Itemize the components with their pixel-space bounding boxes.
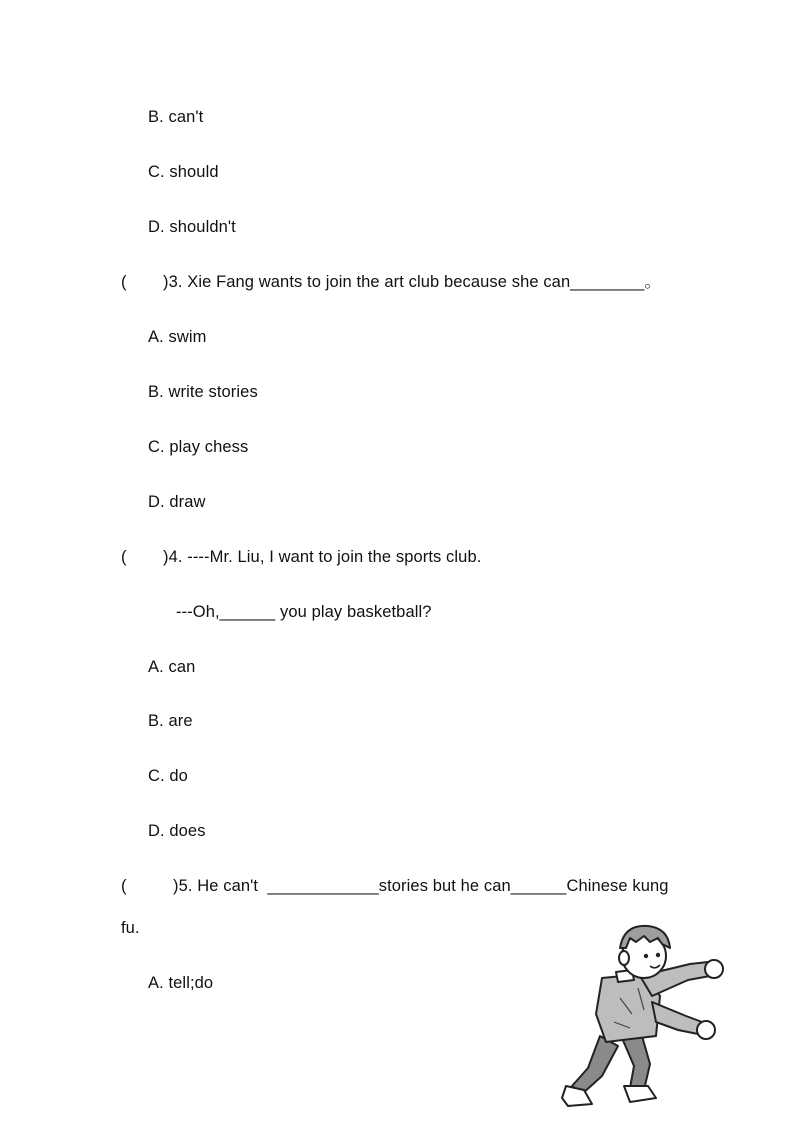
q2-option-c: C. should — [148, 163, 219, 181]
ear — [619, 951, 629, 965]
q3-answer-paren: ( — [121, 273, 127, 291]
q4-stem — [121, 547, 481, 567]
q2-option-d: D. shouldn't — [148, 218, 236, 236]
q5-option-a: A. tell;do — [148, 974, 214, 992]
lower-arm — [652, 1002, 702, 1034]
q3-option-c: C. play chess — [148, 438, 249, 456]
q2-option-b: B. can't — [148, 108, 204, 126]
q3-option-b: B. write stories — [148, 383, 258, 401]
q4-option-c: C. do — [148, 767, 188, 785]
q3-text: )3. Xie Fang wants to join the art club because she can________。 — [163, 273, 662, 291]
q3-stem — [121, 272, 661, 292]
q4-answer-paren: ( — [121, 548, 127, 566]
eye-left — [644, 954, 648, 958]
q4-text: )4. ----Mr. Liu, I want to join the sports club. — [163, 548, 482, 566]
q4-option-d: D. does — [148, 822, 206, 840]
q4-reply: ---Oh,______ you play basketball? — [176, 603, 432, 621]
q4-option-a: A. can — [148, 658, 196, 676]
right-fist — [705, 960, 723, 978]
left-fist — [697, 1021, 715, 1039]
kung-fu-boy-illustration — [560, 918, 725, 1113]
right-shoe — [624, 1086, 656, 1102]
q4-option-b: B. are — [148, 712, 193, 730]
q5-text: )5. He can't ____________stories but he can______Chinese kung — [173, 877, 669, 895]
q5-stem — [121, 876, 669, 896]
q3-option-a: A. swim — [148, 328, 207, 346]
eye-right — [656, 953, 660, 957]
right-leg — [622, 1036, 650, 1090]
q3-option-d: D. draw — [148, 493, 206, 511]
q5-answer-paren: ( — [121, 877, 127, 895]
q5-stem-continued: fu. — [121, 919, 140, 937]
left-leg — [572, 1036, 618, 1094]
